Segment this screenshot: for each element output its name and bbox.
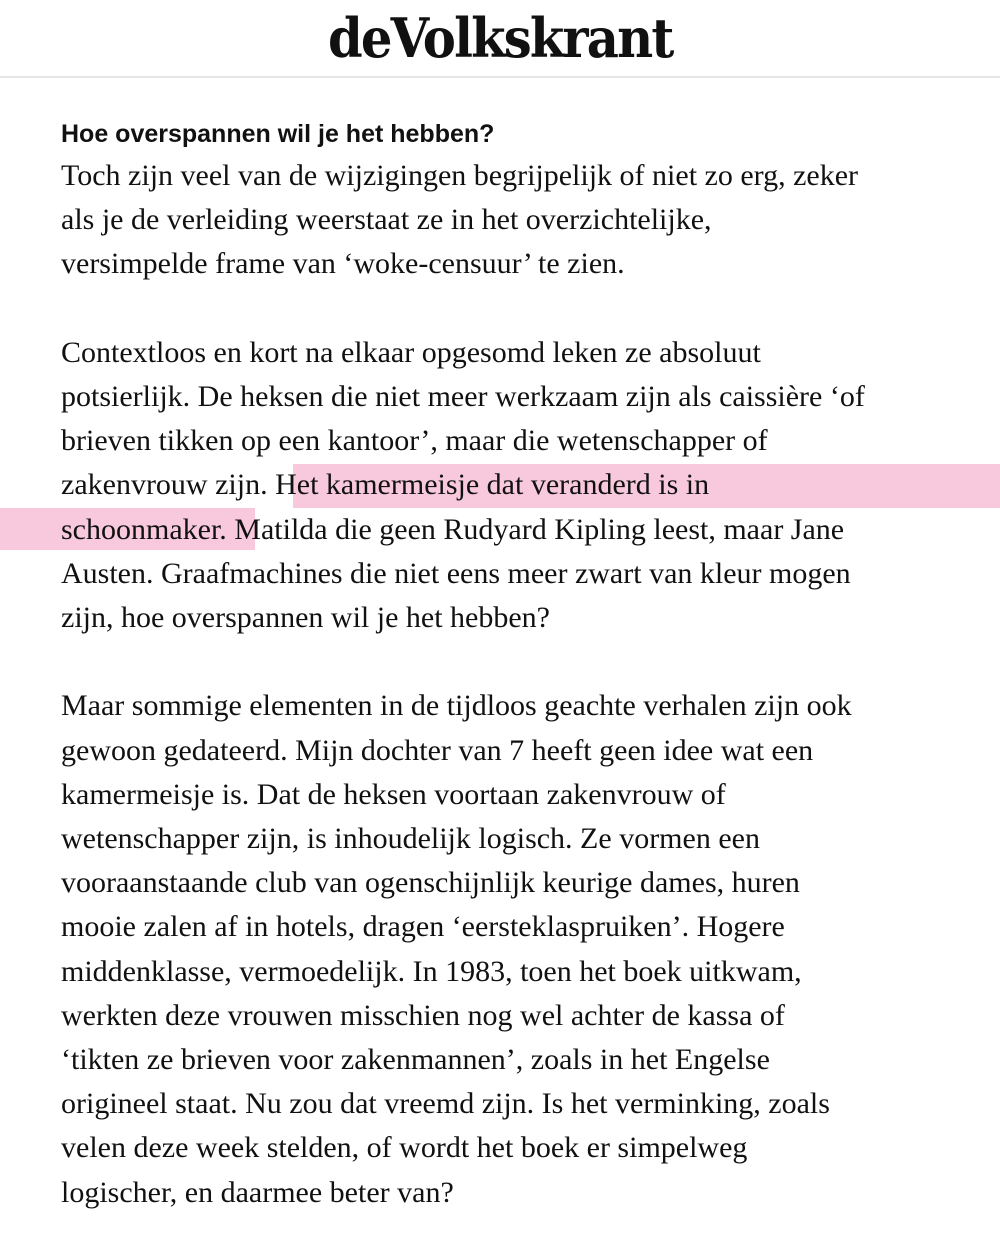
paragraph-2-line: Austen. Graafmachines die niet eens meer zwart van kleur mogen xyxy=(61,556,851,590)
paragraph-2-line xyxy=(61,463,961,507)
paragraph-3 xyxy=(61,684,961,1214)
paragraph-3-line: gewoon gedateerd. Mijn dochter van 7 heeft geen idee wat een xyxy=(61,733,814,767)
paragraph-2-line: potsierlijk. De heksen die niet meer werkzaam zijn als caissière ‘of xyxy=(61,380,865,413)
line-text: zakenvrouw zijn. xyxy=(61,468,276,502)
paragraph-1 xyxy=(61,154,961,287)
highlighted-text[interactable]: schoonmaker. xyxy=(61,512,227,546)
paragraph-3-line: middenklasse, vermoedelijk. In 1983, toen het boek uitkwam, xyxy=(61,954,802,988)
paragraph-3-line: kamermeisje is. Dat de heksen voortaan zakenvrouw of xyxy=(61,777,726,811)
paragraph-2-line: brieven tikken op een kantoor’, maar die wetenschapper of xyxy=(61,424,768,458)
paragraph-2-line: Contextloos en kort na elkaar opgesomd leken ze absoluut xyxy=(61,335,761,369)
paragraph-2-line xyxy=(61,508,961,552)
paragraph-3-line: mooie zalen af in hotels, dragen ‘eersteklaspruiken’. Hogere xyxy=(61,910,785,944)
paragraph-2 xyxy=(61,331,961,640)
highlighted-text[interactable]: Het kamermeisje dat veranderd is in xyxy=(275,468,710,502)
paragraph-1-line: versimpelde frame van ‘woke-censuur’ te zien. xyxy=(61,247,625,281)
masthead xyxy=(0,0,1000,78)
paragraph-2-line: zijn, hoe overspannen wil je het hebben? xyxy=(61,601,550,635)
article-body xyxy=(61,114,961,1215)
article-subheading: Hoe overspannen wil je het hebben? xyxy=(61,120,495,148)
paragraph-3-line: Maar sommige elementen in de tijdloos geachte verhalen zijn ook xyxy=(61,689,852,723)
paragraph-1-line: als je de verleiding weerstaat ze in het overzichtelijke, xyxy=(61,203,712,237)
volkskrant-logo[interactable]: deVolkskrant xyxy=(327,6,673,70)
paragraph-1-line: Toch zijn veel van de wijzigingen begrijpelijk of niet zo erg, zeker xyxy=(61,159,859,192)
line-text: Matilda die geen Rudyard Kipling leest, maar Jane xyxy=(226,512,845,546)
paragraph-3-line: werkten deze vrouwen misschien nog wel achter de kassa of xyxy=(61,998,785,1032)
paragraph-3-line: velen deze week stelden, of wordt het boek er simpelweg xyxy=(61,1131,748,1165)
paragraph-3-line: origineel staat. Nu zou dat vreemd zijn. Is het verminking, zoals xyxy=(61,1087,830,1121)
paragraph-3-line: ‘tikten ze brieven voor zakenmannen’, zoals in het Engelse xyxy=(61,1043,770,1077)
paragraph-3-line: logischer, en daarmee beter van? xyxy=(61,1175,454,1209)
paragraph-3-line: vooraanstaande club van ogenschijnlijk keurige dames, huren xyxy=(61,866,800,900)
paragraph-3-line: wetenschapper zijn, is inhoudelijk logisch. Ze vormen een xyxy=(61,822,760,856)
